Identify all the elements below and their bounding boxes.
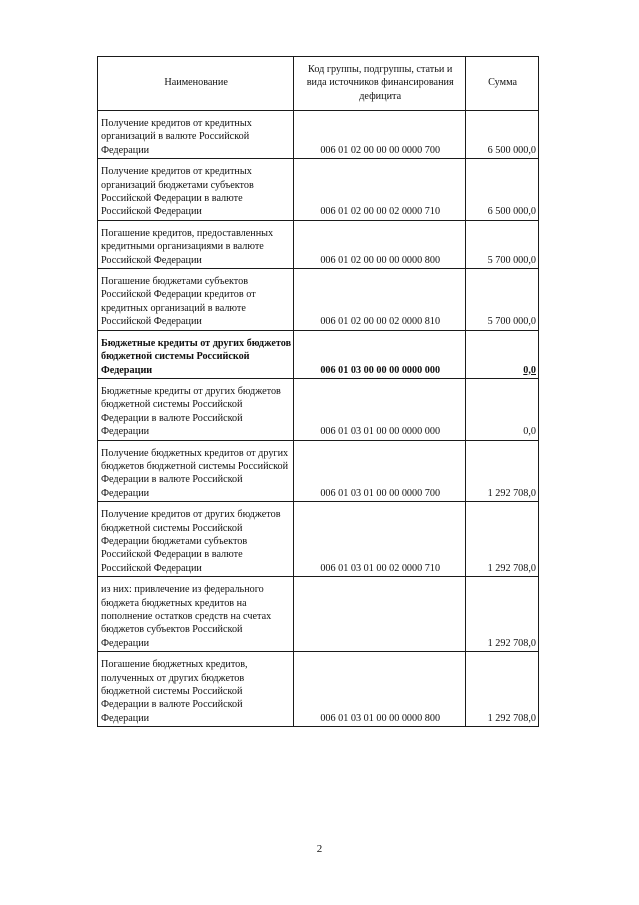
row-name: из них: привлечение из федерального бюджета бюджетных кредитов на пополнение остатков средств на счетах бюджетов субъектов Российской Федерации bbox=[98, 577, 294, 652]
row-name: Получение кредитов от других бюджетов бюджетной системы Российской Федерации бюджетами субъектов Российской Федерации в валюте Российской Федерации bbox=[98, 502, 294, 577]
table-row bbox=[98, 159, 539, 221]
table-row bbox=[98, 440, 539, 502]
row-sum: 1 292 708,0 bbox=[466, 652, 539, 727]
table-row-subtotal bbox=[98, 330, 539, 378]
row-sum: 0,0 bbox=[466, 330, 539, 378]
row-code: 006 01 02 00 00 00 0000 800 bbox=[294, 220, 466, 268]
row-name: Погашение бюджетами субъектов Российской Федерации кредитов от кредитных организаций в валюте Российской Федерации bbox=[98, 269, 294, 331]
table-row bbox=[98, 502, 539, 577]
table-row bbox=[98, 269, 539, 331]
row-sum: 6 500 000,0 bbox=[466, 159, 539, 221]
row-code: 006 01 02 00 00 02 0000 710 bbox=[294, 159, 466, 221]
row-name: Получение кредитов от кредитных организаций в валюте Российской Федерации bbox=[98, 111, 294, 159]
row-code bbox=[294, 577, 466, 652]
table-row bbox=[98, 378, 539, 440]
row-code: 006 01 03 00 00 00 0000 000 bbox=[294, 330, 466, 378]
row-sum: 1 292 708,0 bbox=[466, 440, 539, 502]
header-name: Наименование bbox=[98, 57, 294, 111]
row-name: Получение бюджетных кредитов от других бюджетов бюджетной системы Российской Федерации в валюте Российской Федерации bbox=[98, 440, 294, 502]
row-sum: 5 700 000,0 bbox=[466, 269, 539, 331]
table-row bbox=[98, 652, 539, 727]
table-row bbox=[98, 220, 539, 268]
row-sum: 0,0 bbox=[466, 378, 539, 440]
table-body bbox=[98, 111, 539, 727]
row-code: 006 01 02 00 00 00 0000 700 bbox=[294, 111, 466, 159]
row-sum: 6 500 000,0 bbox=[466, 111, 539, 159]
row-code: 006 01 03 01 00 02 0000 710 bbox=[294, 502, 466, 577]
row-name: Получение кредитов от кредитных организаций бюджетами субъектов Российской Федерации в валюте Российской Федерации bbox=[98, 159, 294, 221]
row-name: Погашение кредитов, предоставленных кредитными организациями в валюте Российской Федерации bbox=[98, 220, 294, 268]
table-row bbox=[98, 111, 539, 159]
row-name: Бюджетные кредиты от других бюджетов бюджетной системы Российской Федерации в валюте Российской Федерации bbox=[98, 378, 294, 440]
table-header-row bbox=[98, 57, 539, 111]
header-code: Код группы, подгруппы, статьи и вида источников финансирования дефицита bbox=[294, 57, 466, 111]
financing-sources-table bbox=[97, 56, 539, 727]
row-code: 006 01 03 01 00 00 0000 700 bbox=[294, 440, 466, 502]
row-code: 006 01 02 00 00 02 0000 810 bbox=[294, 269, 466, 331]
row-name: Бюджетные кредиты от других бюджетов бюджетной системы Российской Федерации bbox=[98, 330, 294, 378]
row-sum: 1 292 708,0 bbox=[466, 577, 539, 652]
row-code: 006 01 03 01 00 00 0000 800 bbox=[294, 652, 466, 727]
page-number: 2 bbox=[316, 843, 323, 855]
table-row bbox=[98, 577, 539, 652]
header-sum: Сумма bbox=[466, 57, 539, 111]
row-sum: 5 700 000,0 bbox=[466, 220, 539, 268]
row-sum: 1 292 708,0 bbox=[466, 502, 539, 577]
row-code: 006 01 03 01 00 00 0000 000 bbox=[294, 378, 466, 440]
row-name: Погашение бюджетных кредитов, полученных от других бюджетов бюджетной системы Российской Федерации в валюте Российской Федерации bbox=[98, 652, 294, 727]
